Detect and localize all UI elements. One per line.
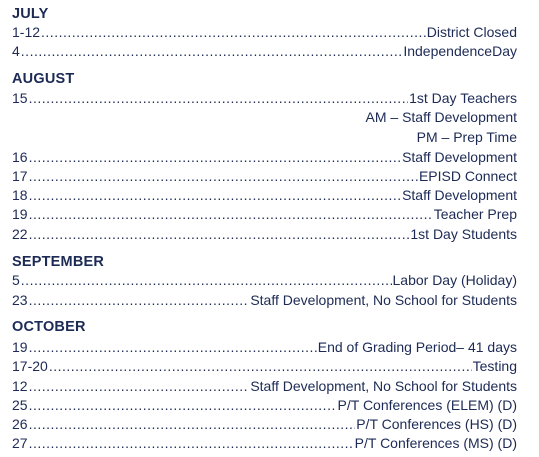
entry-date: 27 xyxy=(12,435,28,451)
entry-date: 19 xyxy=(12,339,28,355)
dot-leader xyxy=(29,338,317,356)
calendar-entry xyxy=(12,41,517,60)
dot-leader xyxy=(41,23,426,41)
calendar-entry xyxy=(12,204,517,223)
entry-date: 1-12 xyxy=(12,24,41,40)
entry-description: EPISD Connect xyxy=(418,168,517,184)
entry-description: Testing xyxy=(472,358,517,374)
entry-description: Staff Development xyxy=(402,149,517,165)
entry-date: 4 xyxy=(12,43,20,59)
dot-leader xyxy=(29,415,356,433)
entry-date: 19 xyxy=(12,206,28,222)
entry-detail-line: AM – Staff Development xyxy=(365,109,517,125)
month-heading-july: JULY xyxy=(12,6,49,22)
entry-description: Labor Day (Holiday) xyxy=(392,272,517,288)
dot-leader xyxy=(29,167,418,185)
dot-leader xyxy=(21,271,392,289)
month-heading-october: OCTOBER xyxy=(12,319,86,335)
entry-description: 1st Day Teachers xyxy=(409,90,517,106)
calendar-entry xyxy=(12,337,517,356)
entry-detail-line: PM – Prep Time xyxy=(416,129,517,145)
entry-date: 16 xyxy=(12,149,28,165)
dot-leader xyxy=(29,291,250,309)
month-heading-august: AUGUST xyxy=(12,71,75,87)
entry-date: 26 xyxy=(12,416,28,432)
entry-description: IndependenceDay xyxy=(403,43,517,59)
entry-description: End of Grading Period– 41 days xyxy=(317,339,517,355)
entry-date: 17-20 xyxy=(12,358,48,374)
dot-leader xyxy=(29,225,410,243)
entry-date: 22 xyxy=(12,226,28,242)
month-heading-september: SEPTEMBER xyxy=(12,254,105,270)
calendar-entry xyxy=(12,22,517,41)
entry-description: P/T Conferences (MS) (D) xyxy=(354,435,517,451)
dot-leader xyxy=(29,377,250,395)
dot-leader xyxy=(21,42,403,60)
dot-leader xyxy=(29,148,402,166)
entry-date: 18 xyxy=(12,187,28,203)
calendar-entry xyxy=(12,185,517,204)
dot-leader xyxy=(29,186,402,204)
entry-date: 17 xyxy=(12,168,28,184)
calendar-entry xyxy=(12,147,517,166)
entry-description: P/T Conferences (ELEM) (D) xyxy=(337,397,517,413)
dot-leader xyxy=(29,89,409,107)
entry-description: Staff Development, No School for Students xyxy=(250,292,517,308)
entry-description: Teacher Prep xyxy=(433,206,517,222)
dot-leader xyxy=(29,396,337,414)
dot-leader xyxy=(29,434,354,452)
entry-date: 5 xyxy=(12,272,20,288)
calendar-entry xyxy=(12,270,517,289)
entry-description: P/T Conferences (HS) (D) xyxy=(356,416,517,432)
entry-date: 12 xyxy=(12,378,28,394)
calendar-entry xyxy=(12,166,517,185)
entry-description: Staff Development, No School for Students xyxy=(250,378,517,394)
entry-description: 1st Day Students xyxy=(410,226,517,242)
entry-date: 15 xyxy=(12,90,28,106)
entry-date: 25 xyxy=(12,397,28,413)
calendar-entry xyxy=(12,356,517,375)
calendar-entry xyxy=(12,224,517,243)
calendar-entry xyxy=(12,88,517,107)
calendar-entry xyxy=(12,433,517,452)
calendar-entry xyxy=(12,395,517,414)
entry-date: 23 xyxy=(12,292,28,308)
dot-leader xyxy=(49,357,472,375)
dot-leader xyxy=(29,205,433,223)
calendar-entry xyxy=(12,290,517,309)
entry-description: District Closed xyxy=(426,24,517,40)
calendar-entry xyxy=(12,414,517,433)
entry-description: Staff Development xyxy=(402,187,517,203)
calendar-entry xyxy=(12,376,517,395)
